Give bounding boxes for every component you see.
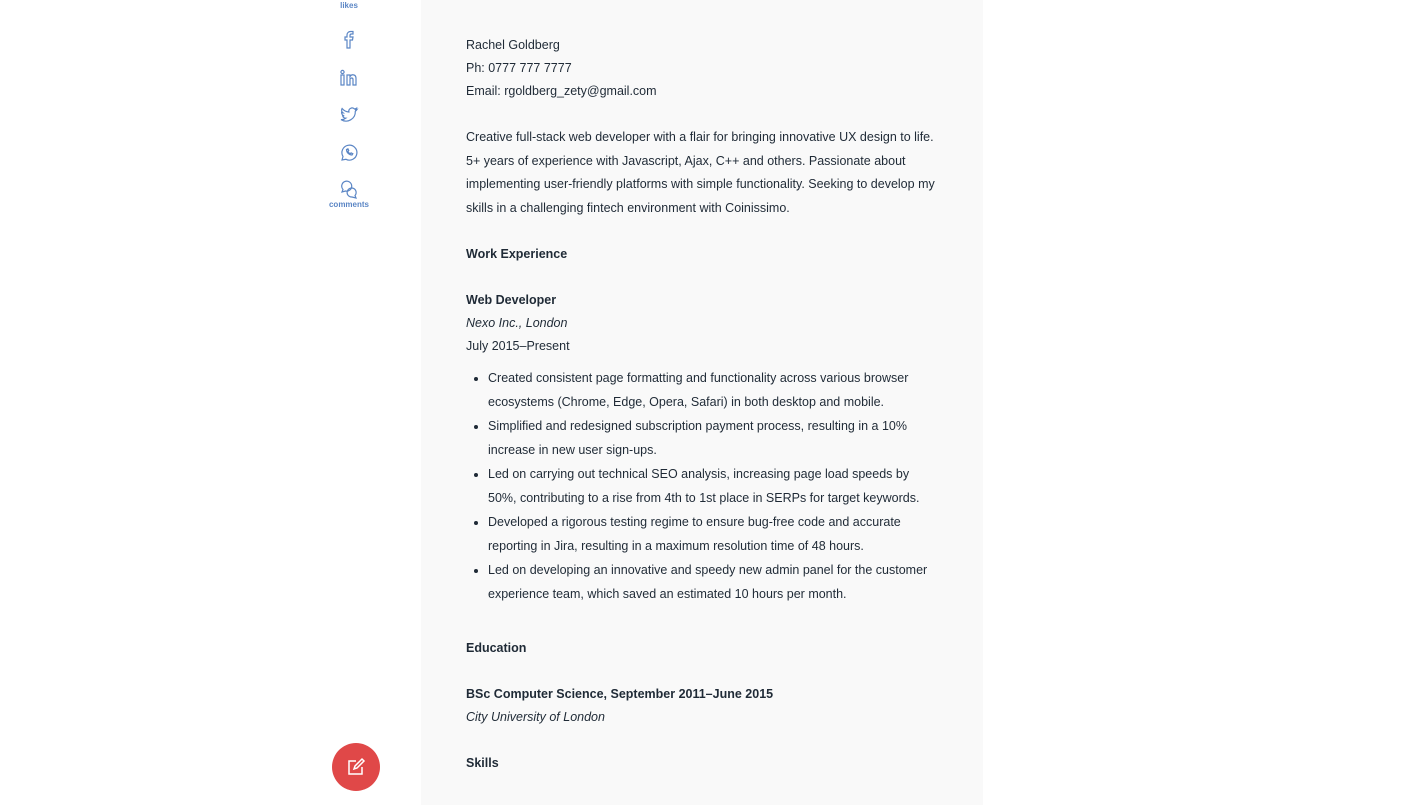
school: City University of London (466, 710, 605, 724)
list-item: • Led on developing an innovative and speedy new admin panel for the customer experience team, which saved an estimated 10 hours per month. (488, 558, 941, 606)
resume-phone: Ph: 0777 777 7777 (466, 61, 572, 75)
edit-button[interactable] (332, 743, 380, 791)
twitter-icon[interactable] (339, 105, 359, 125)
whatsapp-icon[interactable] (339, 143, 359, 163)
degree: BSc Computer Science, September 2011–June 2015 (466, 687, 774, 701)
list-item: • Led on carrying out technical SEO analysis, increasing page load speeds by 50%, contributing to a rise from 4th to 1st place in SERPs for target keywords. (488, 462, 941, 510)
comments-label[interactable]: comments (328, 200, 369, 209)
facebook-icon[interactable] (339, 30, 359, 50)
list-item: • Developed a rigorous testing regime to ensure bug-free code and accurate reporting in Jira, resulting in a maximum resolution time of 48 hours. (488, 510, 941, 558)
skills-heading: Skills (466, 756, 499, 770)
linkedin-icon[interactable] (339, 68, 359, 88)
company: Nexo Inc., London (466, 316, 568, 330)
edit-icon (345, 756, 367, 778)
list-item: • Simplified and redesigned subscription payment process, resulting in a 10% increase in new user sign-ups. (488, 414, 941, 462)
resume-email: Email: rgoldberg_zety@gmail.com (466, 84, 657, 98)
resume-name: Rachel Goldberg (466, 38, 560, 52)
comments-icon[interactable] (339, 180, 359, 200)
work-heading: Work Experience (466, 247, 568, 261)
job-title: Web Developer (466, 293, 557, 307)
education-heading: Education (466, 641, 527, 655)
job-dates: July 2015–Present (466, 339, 570, 353)
resume-summary: Creative full-stack web developer with a flair for bringing innovative UX design to life. 5+ years of experience with Javascript, Ajax, C++ and others. Passionate about implementing user-friendly platforms with simple functionality. Seeking to develop my skills in a challenging fintech environment with Coinissimo. (466, 130, 935, 215)
list-item: • Created consistent page formatting and functionality across various browser ecosystems (Chrome, Edge, Opera, Safari) in both desktop and mobile. (488, 366, 941, 414)
share-bar (326, 0, 372, 209)
likes-label[interactable]: likes (340, 1, 358, 10)
resume-document (466, 34, 941, 775)
job-bullets (488, 366, 941, 606)
